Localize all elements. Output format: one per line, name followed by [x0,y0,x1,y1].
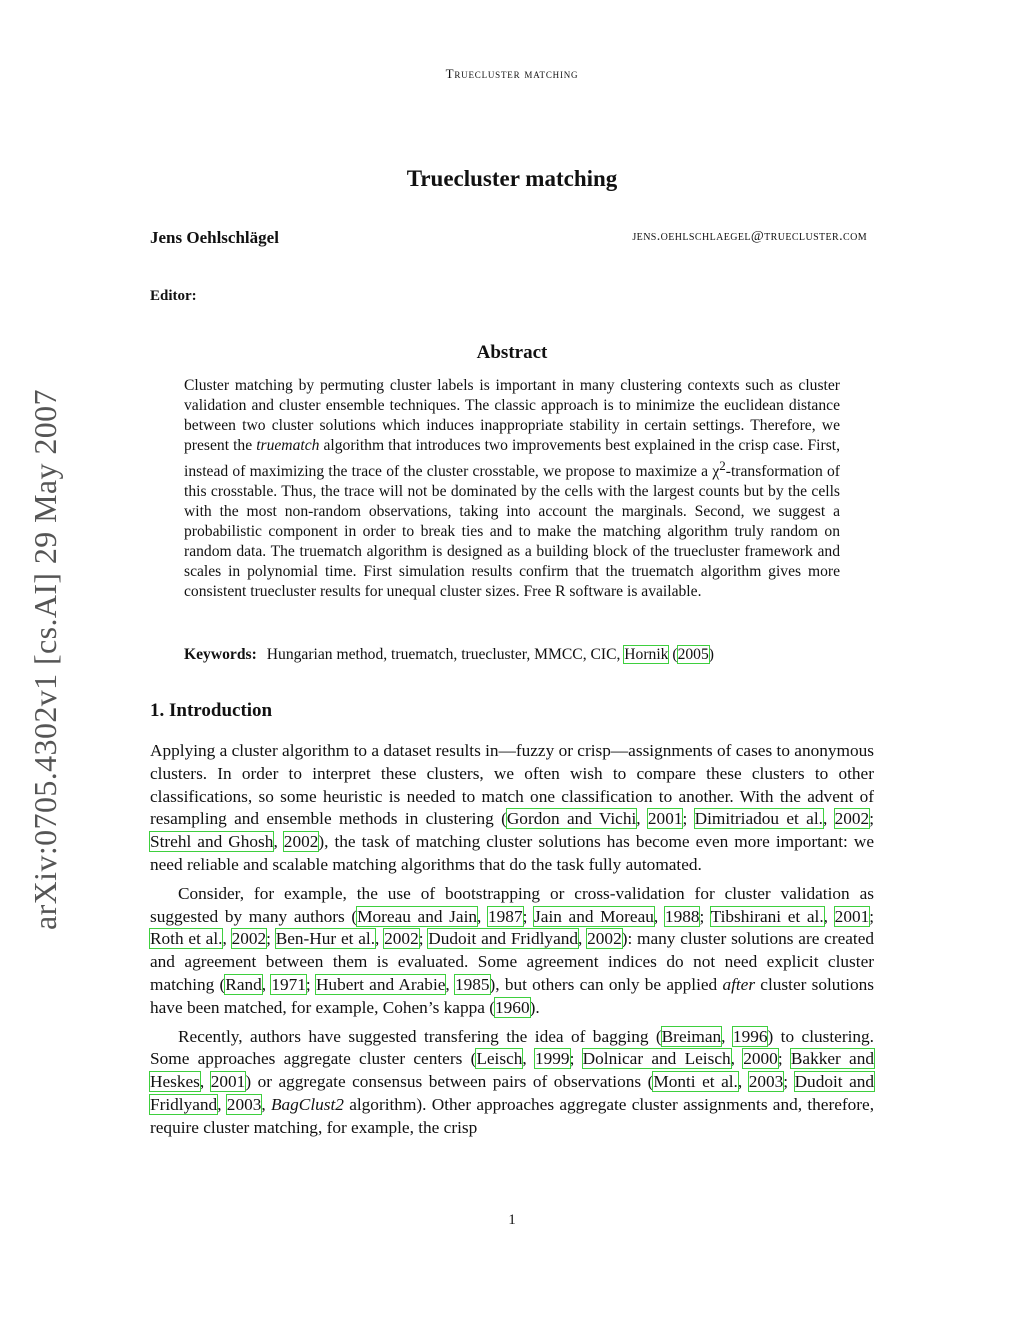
keywords: Keywords: Hungarian method, truematch, truecluster, MMCC, CIC, Hornik (2005) [184,646,714,663]
body-text [150,740,874,1146]
citation-link[interactable]: 2001 [647,809,683,829]
citation-link[interactable]: 1999 [535,1049,570,1069]
author-name: Jens Oehlschlägel [150,228,279,247]
citation-link[interactable]: 2003 [748,1072,784,1092]
citation-link[interactable]: Monti et al. [653,1072,738,1092]
arxiv-stamp: arXiv:0705.4302v1 [cs.AI] 29 May 2007 [27,389,63,930]
paragraph-3: Recently, authors have suggested transfering the idea of bagging (Breiman, 1996) to clustering. Some approaches aggregate cluster centers (Leisch, 1999; Dolnicar and Leisch, 2000; Bakker and Heskes, 2001) or aggregate consensus between pairs of observations (Monti et al., 2003; Dudoit and Fridlyand, 2003, BagClust2 algorithm). Other approaches aggregate cluster assignments and, therefore, require cluster matching, for example, the crisp [150,1026,875,1137]
citation-link[interactable]: Leisch [476,1049,523,1069]
citation-link[interactable]: Tibshirani et al. [710,906,824,926]
citation-link[interactable]: Dimitriadou et al. [694,809,823,829]
citation-link[interactable]: Bakker and Heskes [150,1049,875,1092]
citation-link[interactable]: 1996 [732,1026,768,1046]
citation-link[interactable]: Moreau and Jain [357,906,478,926]
abstract-heading: Abstract [476,342,548,363]
citation-link[interactable]: 2002 [283,832,319,852]
paragraph-1: Applying a cluster algorithm to a dataset results in—fuzzy or crisp—assignments of cases to anonymous clusters. In order to interpret these clusters, we often wish to compare these clusters to other classifications, so some heuristic is needed to match one classification to another. With the advent of resampling and ensemble methods in clustering (Gordon and Vichi, 2001; Dimitriadou et al., 2002; Strehl and Ghosh, 2002), the task of matching cluster solutions has become even more important: we need reliable and scalable matching algorithms that do the task fully automated. [150,741,875,874]
page-number: 1 [508,1212,516,1228]
citation-link[interactable]: 2002 [834,809,870,829]
citation-link[interactable]: 2001 [834,906,870,926]
keywords-label: Keywords: [184,646,257,663]
emphasis-after: after [722,974,756,994]
author-email[interactable]: jens.oehlschlaegel@truecluster.com [632,229,867,244]
editor-label: Editor: [150,288,197,304]
citation-link[interactable]: 2001 [210,1072,246,1092]
paper-title: Truecluster matching [406,166,618,191]
citation-link[interactable]: 1987 [488,906,523,926]
paragraph-2: Consider, for example, the use of bootstrapping or cross-validation for cluster validation as suggested by many authors (Moreau and Jain, 1987; Jain and Moreau, 1988; Tibshirani et al., 2001; Roth et al., 2002; Ben-Hur et al., 2002; Dudoit and Fridlyand, 2002): many cluster solutions are created and agreement between them is evaluated. Some agreement indices do not need explicit cluster matching (Rand, 1971; Hubert and Arabie, 1985), but others can only be applied after cluster solutions have been matched, for example, Cohen’s kappa (1960). [150,883,875,1017]
citation-link[interactable]: Roth et al. [150,929,223,949]
citation-link[interactable]: Strehl and Ghosh [150,832,274,852]
citation-link[interactable]: 2000 [743,1049,778,1069]
citation-link[interactable]: Dolnicar and Leisch [582,1049,731,1069]
section-heading: 1. Introduction [150,700,273,721]
citation-link[interactable]: 2002 [587,929,622,949]
citation-link[interactable]: Hornik [624,646,669,663]
citation-link[interactable]: Rand [225,974,262,994]
bagclust2-term: BagClust2 [270,1094,344,1114]
citation-link[interactable]: Hubert and Arabie [315,974,446,994]
citation-link[interactable]: Dudoit and Fridlyand [150,1072,875,1114]
citation-link[interactable]: 1960 [495,997,530,1017]
citation-link[interactable]: Breiman [661,1026,722,1046]
citation-link[interactable]: Jain and Moreau [534,906,654,926]
running-head: Truecluster matching [445,66,579,81]
citation-link[interactable]: 2005 [677,646,709,663]
citation-link[interactable]: Dudoit and Fridlyand [428,929,579,949]
citation-link[interactable]: 1985 [454,974,490,994]
citation-link[interactable]: 2003 [226,1094,262,1114]
citation-link[interactable]: 1988 [664,906,700,926]
citation-link[interactable]: Gordon and Vichi [506,809,637,829]
citation-link[interactable]: 2002 [231,929,267,949]
abstract-body: Cluster matching by permuting cluster labels is important in many clustering contexts such as cluster validation and cluster ensemble techniques. The classic approach is to minimize the euclidean distance between two cluster solutions which induces inappropriate stability in certain settings. Therefore, we present the truematch algorithm that introduces two improvements best explained in the crisp case. First, instead of maximizing the trace of the cluster crosstable, we propose to maximize a $\chi^2$-transformation of this crosstable. Thus, the trace will not be dominated by the cells with the largest counts but by the cells with the most non-random observations, taking into account the marginals. Second, we suggest a probabilistic component in order to break ties and to make the matching algorithm truly random on random data. The truematch algorithm is designed as a building block of the truecluster framework and scales in polynomial time. First simulation results confirm that the truematch algorithm gives more consistent truecluster results for unequal cluster sizes. Free R software is available. [184,377,841,601]
citation-link[interactable]: 1971 [271,974,306,994]
citation-link[interactable]: 2002 [384,929,419,949]
truematch-term: truematch [256,437,320,454]
citation-link[interactable]: Ben-Hur et al. [275,929,376,949]
